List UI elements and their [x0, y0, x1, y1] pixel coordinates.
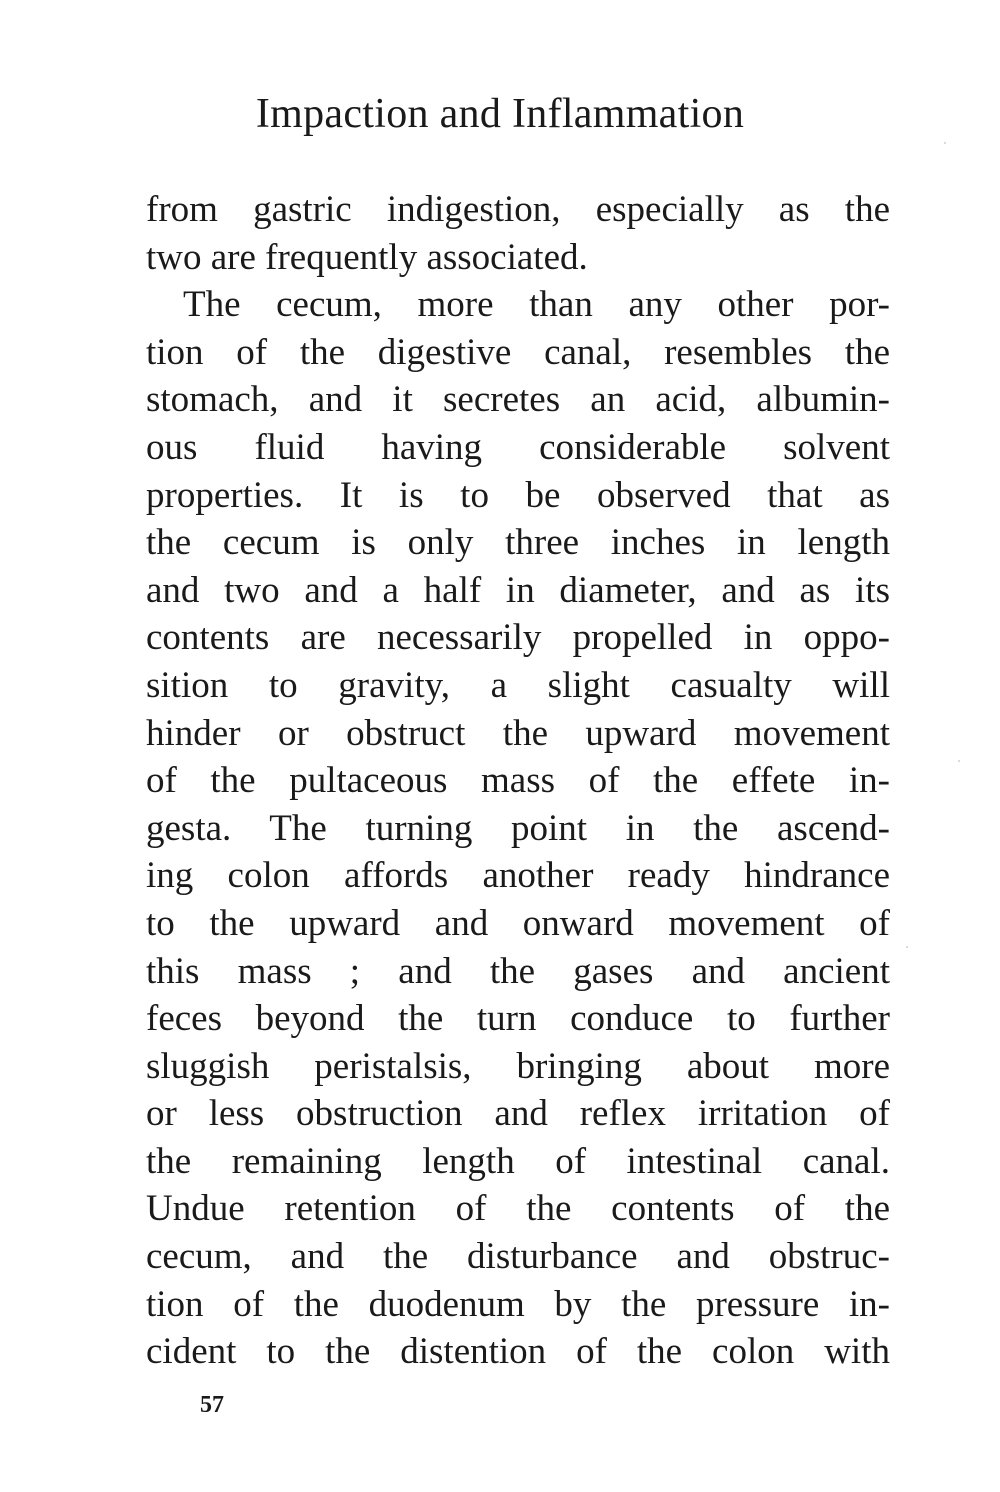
page-number: 57 [200, 1392, 224, 1418]
text-line: this mass ; and the gases and ancient [146, 950, 890, 992]
text-line: Undue retention of the contents of the [146, 1188, 890, 1230]
text-line: tion of the digestive canal, resembles the [146, 331, 890, 373]
scan-speck [944, 142, 946, 144]
scan-speck [906, 946, 908, 948]
text-line: ous fluid having considerable solvent [146, 426, 890, 468]
text-line: or less obstruction and reflex irritation of [146, 1093, 890, 1135]
text-line: properties. It is to be observed that as [146, 474, 890, 516]
text-line: the cecum is only three inches in length [146, 522, 890, 564]
text-line: gesta. The turning point in the ascend- [146, 807, 890, 849]
text-line: of the pultaceous mass of the effete in- [146, 760, 890, 802]
text-line: The cecum, more than any other por- [183, 284, 890, 326]
text-line: the remaining length of intestinal canal. [146, 1140, 890, 1182]
body-text [146, 186, 890, 1376]
text-line: sition to gravity, a slight casualty will [146, 664, 890, 706]
text-line: tion of the duodenum by the pressure in- [146, 1283, 890, 1325]
text-line: feces beyond the turn conduce to further [146, 998, 890, 1040]
text-line: to the upward and onward movement of [146, 902, 890, 944]
scan-speck [958, 760, 960, 762]
running-title: Impaction and Inflammation [255, 91, 745, 137]
text-line: hinder or obstruct the upward movement [146, 712, 890, 754]
text-line: contents are necessarily propelled in oppo- [146, 617, 890, 659]
text-line: from gastric indigestion, especially as the [146, 189, 890, 230]
text-line: cident to the distention of the colon with [146, 1331, 890, 1373]
text-line: stomach, and it secretes an acid, albumin- [146, 379, 890, 421]
text-line: cecum, and the disturbance and obstruc- [146, 1236, 890, 1278]
text-line: ing colon affords another ready hindrance [146, 855, 890, 897]
text-line: and two and a half in diameter, and as its [146, 569, 890, 611]
text-line: sluggish peristalsis, bringing about more [146, 1045, 890, 1087]
text-line: two are frequently associated. [146, 236, 588, 278]
